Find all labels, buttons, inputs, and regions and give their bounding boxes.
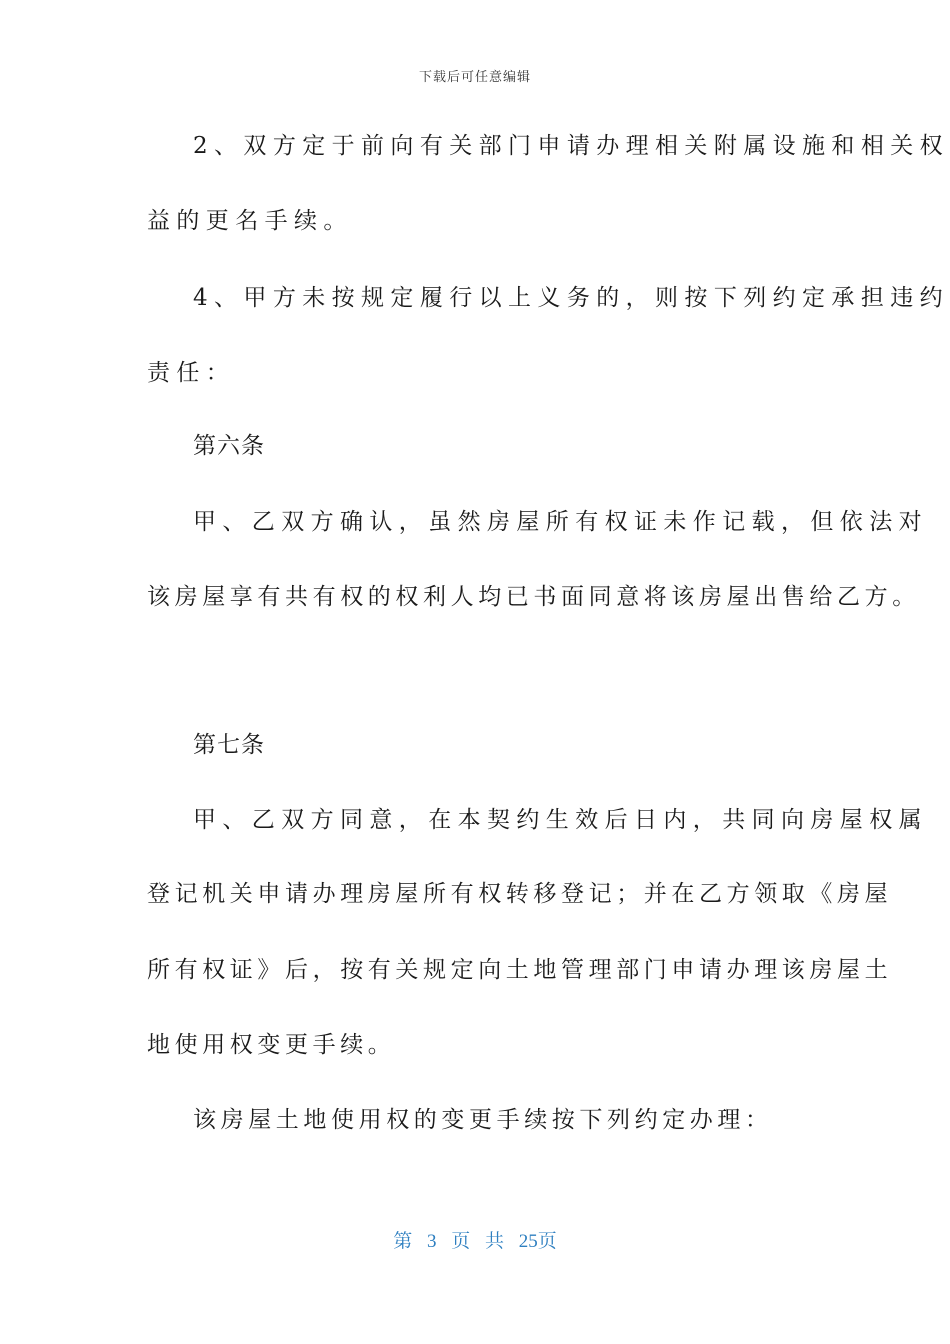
page-label: 第 xyxy=(393,1231,413,1252)
body-line: 甲、乙双方确认，虽然房屋所有权证未作记载，但依法对 xyxy=(193,509,928,535)
total-label: 共 xyxy=(485,1231,505,1252)
body-line: 4、甲方未按规定履行以上义务的，则按下列约定承担违约 xyxy=(193,285,950,311)
body-line: 地使用权变更手续。 xyxy=(147,1032,396,1058)
section-heading: 第七条 xyxy=(193,732,265,758)
current-page-number: 3 xyxy=(426,1231,437,1252)
body-line: 责任： xyxy=(147,360,236,386)
body-line: 甲、乙双方同意，在本契约生效后日内，共同向房屋权属 xyxy=(193,807,928,833)
page-header: 下载后可任意编辑 xyxy=(418,70,531,85)
body-line: 该房屋享有共有权的权利人均已书面同意将该房屋出售给乙方。 xyxy=(147,584,920,610)
body-line: 该房屋土地使用权的变更手续按下列约定办理： xyxy=(193,1107,773,1133)
page-unit: 页 xyxy=(451,1231,471,1252)
body-line: 益的更名手续。 xyxy=(147,208,353,234)
body-line: 2、双方定于前向有关部门申请办理相关附属设施和相关权 xyxy=(193,133,950,159)
body-line: 所有权证》后，按有关规定向土地管理部门申请办理该房屋土 xyxy=(147,957,893,983)
body-line: 登记机关申请办理房屋所有权转移登记；并在乙方领取《房屋 xyxy=(147,881,893,907)
section-heading: 第六条 xyxy=(193,433,265,459)
total-pages: 25页 xyxy=(518,1231,557,1252)
page-footer xyxy=(0,1226,950,1253)
